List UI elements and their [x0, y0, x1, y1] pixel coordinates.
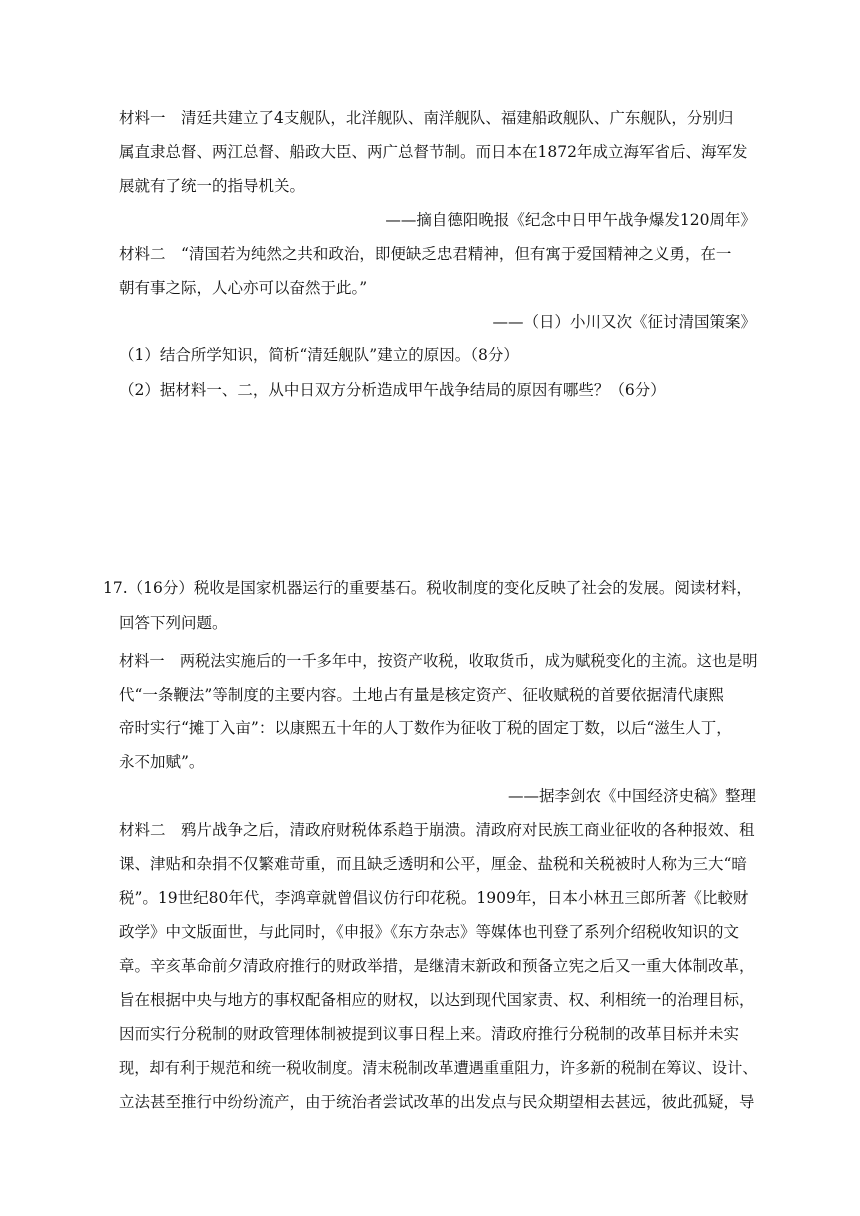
q16-material1-line3: 展就有了统一的指导机关。 [119, 177, 306, 195]
q16-material2-line1: 材料二 “清国若为纯然之共和政治，即便缺乏忠君精神，但有寓于爱国精神之义勇，在一 [119, 245, 732, 263]
q16-question2: （2）据材料一、二，从中日双方分析造成甲午战争结局的原因有哪些？（6分） [119, 381, 666, 399]
q16-material2-line2: 朝有事之际，人心亦可以奋然于此。” [119, 279, 368, 297]
q17-material2-line1: 材料二 鸦片战争之后，清政府财税体系趋于崩溃。清政府对民族工商业征收的各种报效、租 [119, 821, 755, 839]
q17-material2-line5: 章。辛亥革命前夕清政府推行的财政举措，是继清末新政和预备立宪之后又一重大体制改革， [119, 957, 755, 975]
q17-material2-line6: 旨在根据中央与地方的事权配备相应的财权，以达到现代国家责、权、利相统一的治理目标， [119, 991, 755, 1009]
q17-material2-line7: 因而实行分税制的财政管理体制被提到议事日程上来。清政府推行分税制的改革目标并未实 [119, 1025, 740, 1043]
q17-material1-line1: 材料一 两税法实施后的一千多年中，按资产收税，收取货币，成为赋税变化的主流。这也是明 [119, 652, 758, 670]
q17-material1-line2: 代“一条鞭法”等制度的主要内容。土地占有量是核定资产、征收赋税的首要依据清代康熙 [119, 686, 724, 704]
q17-stem-line2: 回答下列问题。 [119, 614, 228, 632]
q16-material2-source: ——（日）小川又次《征讨清国策案》 [492, 313, 756, 331]
q16-material1-line2: 属直隶总督、两江总督、船政大臣、两广总督节制。而日本在1872年成立海军省后、海军发 [119, 143, 748, 161]
q16-question1: （1）结合所学知识，简析“清廷舰队”建立的原因。（8分） [119, 346, 519, 364]
q16-material1-source: ——摘自德阳晚报《纪念中日甲午战争爆发120周年》 [385, 211, 756, 229]
q17-material1-source: ——据李剑农《中国经济史稿》整理 [507, 787, 756, 805]
q16-material1-line1: 材料一 清廷共建立了4支舰队，北洋舰队、南洋舰队、福建船政舰队、广东舰队，分别归 [119, 109, 734, 127]
q17-material2-line4: 政学》中文版面世，与此同时，《申报》《东方杂志》等媒体也刊登了系列介绍税收知识的文 [119, 923, 740, 941]
q17-material2-line9: 立法甚至推行中纷纷流产，由于统治者尝试改革的出发点与民众期望相去甚远，彼此孤疑，导 [119, 1093, 755, 1111]
q17-material2-line3: 税”。19世纪80年代，李鸿章就曾倡议仿行印花税。1909年，日本小林丑三郎所著《比較财 [119, 889, 749, 907]
q17-stem-line1: 17.（16分）税收是国家机器运行的重要基石。税收制度的变化反映了社会的发展。阅读材料， [103, 579, 752, 597]
q17-material1-line3: 帝时实行“摊丁入亩”：以康熙五十年的人丁数作为征收丁税的固定丁数，以后“滋生人丁， [119, 719, 732, 737]
q17-material1-line4: 永不加赋”。 [119, 753, 205, 771]
q17-material2-line2: 课、津贴和杂捐不仅繁难苛重，而且缺乏透明和公平，厘金、盐税和关税被时人称为三大“暗 [119, 855, 747, 873]
q17-material2-line8: 现，却有利于规范和统一税收制度。清末税制改革遭遇重重阻力，许多新的税制在筹议、设计、 [119, 1059, 758, 1077]
